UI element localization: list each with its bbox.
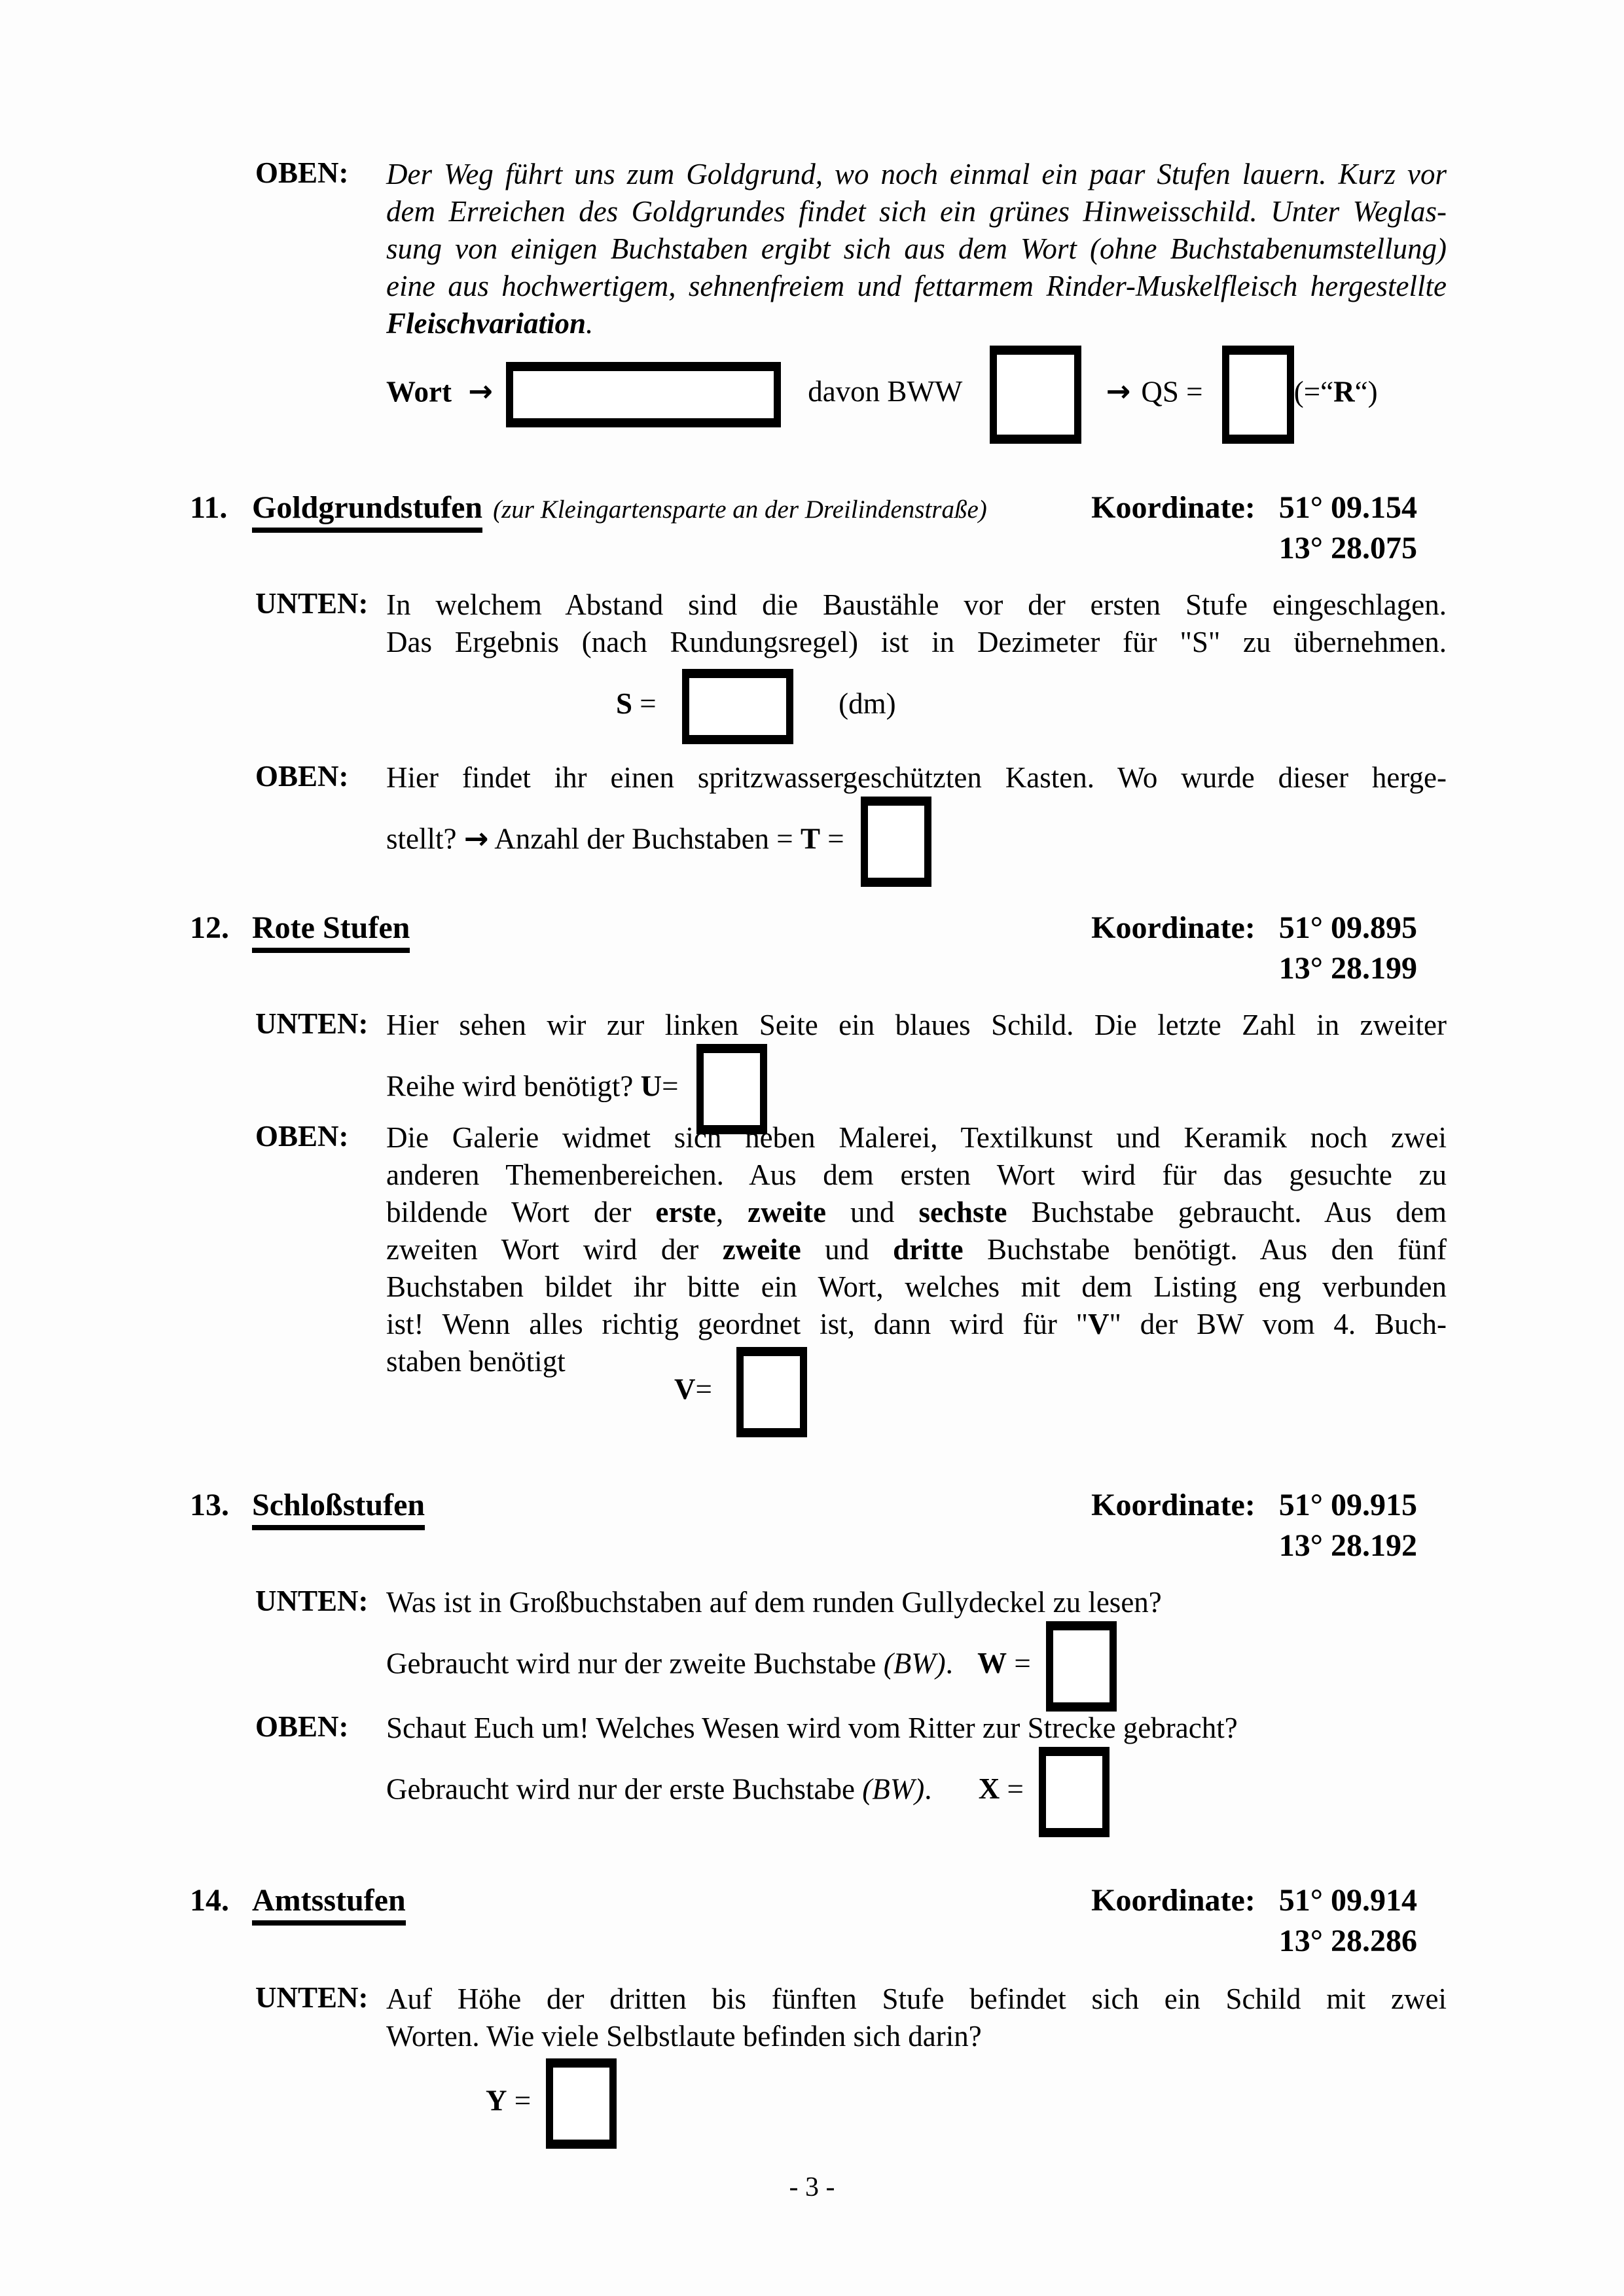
bold-word: zweite [748,1196,826,1229]
text-segment: und [826,1196,919,1229]
r-annotation-open: (=“ [1293,375,1334,408]
section-11-number: 11. [190,490,228,525]
oben-label: OBEN: [255,1120,349,1153]
coordinate-lat: 51° 09.915 [1278,1488,1417,1522]
section-13-coordinate-lon: 13° 28.192 [1278,1528,1417,1563]
wort-label: Wort [386,375,452,408]
text-segment: und [801,1233,893,1266]
section-14-number: 14. [190,1883,229,1918]
variable-y: Y [486,2084,507,2117]
section-14-unten-line-1: Auf Höhe der dritten bis fünften Stufe befindet sich ein Schild mit zwei [386,1982,1447,2015]
section-13-oben-line-1: Schaut Euch um! Welches Wesen wird vom Ritter zur Strecke gebracht? [386,1712,1238,1744]
section-11-unten-line-1: In welchem Abstand sind die Baustähle vor der ersten Stufe eingeschlagen. [386,588,1447,621]
variable-x: X [978,1772,1000,1806]
section-13-unten-line-1: Was ist in Großbuchstaben auf dem runden Gullydeckel zu lesen? [386,1586,1162,1619]
section-12-unten [255,1007,1447,1134]
s-answer-row [616,669,896,744]
text-segment: Buchstabe gebraucht. Aus dem [1007,1196,1447,1229]
r-annotation-close: “) [1354,375,1378,408]
section-11-unten-line-2: Das Ergebnis (nach Rundungsregel) ist in Dezimeter für "S" zu übernehmen. [386,626,1447,658]
s-equals: = [632,687,657,720]
arrow-right-icon: → [463,821,489,856]
intro-line-4: eine aus hochwertigem, sehnenfreiem und fettarmem Rinder-Muskelfleisch hergestellte [386,270,1447,302]
section-12-oben-line-5: Buchstaben bildet ihr bitte ein Wort, welches mit dem Listing eng verbunden [386,1270,1447,1303]
wort-answer-box[interactable] [506,362,781,427]
section-11-oben-line-2 [386,797,1447,887]
variable-v: V [674,1372,696,1406]
text-segment: " der BW vom 4. Buch- [1109,1308,1447,1340]
section-12-oben-line-1: Die Galerie widmet sich neben Malerei, Textilkunst und Keramik noch zwei [386,1121,1447,1154]
coordinate-lat: 51° 09.154 [1278,490,1417,525]
bold-word: V [1088,1308,1110,1340]
x-equals: = [1000,1772,1032,1806]
wort-formula-row [386,346,1378,444]
section-13-coordinate [1091,1487,1417,1523]
unten-label: UNTEN: [255,1981,369,2014]
section-11-oben [255,759,1447,887]
coordinate-label: Koordinate: [1091,910,1255,945]
section-14-unten-line-2: Worten. Wie viele Selbstlaute befinden sich darin? [386,2020,982,2053]
section-11-title: Goldgrundstufen [252,490,482,533]
coordinate-lat: 51° 09.895 [1278,910,1417,945]
section-12-oben-line-2: anderen Themenbereichen. Aus dem ersten Wort wird für das gesuchte zu [386,1158,1447,1191]
intro-line-5-end: . [586,307,594,340]
section-11-heading [190,490,1417,533]
unten-label: UNTEN: [255,1007,369,1040]
variable-s: S [616,687,633,720]
arrow-right-icon: → [468,374,493,409]
text-segment: . [924,1772,939,1806]
oben-label: OBEN: [255,1710,349,1743]
coordinate-label: Koordinate: [1091,490,1255,525]
answer-box-t[interactable] [861,797,931,887]
unten-label: UNTEN: [255,587,369,620]
unten-line-2-text: Reihe wird benötigt? [386,1069,641,1103]
y-answer-row [486,2058,617,2149]
section-12-oben-line-3 [386,1194,1447,1231]
section-11-subtitle: (zur Kleingartensparte an der Dreilindenstraße) [493,495,987,524]
bold-word: erste [655,1196,716,1229]
section-13-number: 13. [190,1488,229,1522]
davon-bww-label: davon BWW [808,375,963,408]
qs-answer-box[interactable] [1222,346,1294,444]
section-12-coordinate [1091,910,1417,946]
u-equals: = [662,1069,679,1103]
oben-line-2-text-b: Anzahl der Buchstaben = [488,822,801,855]
section-11-unten [255,586,1447,661]
section-14-heading [190,1882,1417,1926]
coordinate-lat: 51° 09.914 [1278,1883,1417,1918]
coordinate-label: Koordinate: [1091,1883,1255,1918]
section-13-heading [190,1487,1417,1530]
t-equals: = [820,822,852,855]
bw-abbrev: (BW) [883,1647,946,1680]
bold-word: dritte [893,1233,964,1266]
intro-keyword: Fleischvariation [386,307,586,340]
bold-word: zweite [722,1233,801,1266]
oben-label: OBEN: [255,760,349,793]
intro-oben-label: OBEN: [255,156,349,189]
section-14-coordinate [1091,1882,1417,1918]
answer-box-v[interactable] [736,1347,807,1437]
intro-line-2: dem Erreichen des Goldgrundes findet sich ein grünes Hinweisschild. Unter Weglas- [386,195,1447,228]
answer-box-s[interactable] [682,669,793,744]
text-segment: zweiten Wort wird der [386,1233,723,1266]
intro-line-1: Der Weg führt uns zum Goldgrund, wo noch einmal ein paar Stufen lauern. Kurz vor [386,158,1447,190]
section-12-heading [190,910,1417,953]
unten-label: UNTEN: [255,1585,369,1617]
r-annotation [1294,375,1378,408]
bold-word: sechste [918,1196,1007,1229]
section-12-oben-line-4 [386,1231,1447,1268]
variable-w: W [977,1647,1007,1680]
coordinate-label: Koordinate: [1091,1488,1255,1522]
text-segment: ist! Wenn alles richtig geordnet ist, dann wird für " [386,1308,1089,1340]
y-equals: = [507,2084,539,2117]
section-13-title: Schloßstufen [252,1487,425,1530]
section-13-unten-line-2 [386,1621,1447,1712]
section-14-unten [255,1981,1447,2055]
v-equals: = [695,1372,712,1406]
w-equals: = [1007,1647,1039,1680]
section-11-coordinate-lon: 13° 28.075 [1278,531,1417,565]
section-12-unten-line-1: Hier sehen wir zur linken Seite ein blaues Schild. Die letzte Zahl in zweiter [386,1009,1447,1041]
section-14-title: Amtsstufen [252,1882,406,1926]
section-11-oben-line-1: Hier findet ihr einen spritzwassergeschützten Kasten. Wo wurde dieser herge- [386,761,1447,794]
text-segment: Gebraucht wird nur der zweite Buchstabe [386,1647,884,1680]
intro-line-5 [386,305,1447,342]
section-13-oben [255,1710,1447,1837]
section-12-title: Rote Stufen [252,910,410,953]
text-segment: Gebraucht wird nur der erste Buchstabe [386,1772,863,1806]
intro-block [255,156,1447,342]
oben-line-2-text: stellt? [386,822,464,855]
section-12-oben-line-7: staben benötigt [386,1345,566,1378]
section-11-coordinate [1091,490,1417,526]
intro-paragraph [386,156,1447,342]
answer-box-y[interactable] [546,2058,617,2149]
bww-answer-box[interactable] [990,346,1081,444]
text-segment: . [945,1647,961,1680]
s-unit-label: (dm) [839,687,896,720]
v-answer-row [674,1347,807,1437]
intro-line-3: sung von einigen Buchstaben ergibt sich aus dem Wort (ohne Buchstabenumstellung) [386,232,1447,265]
page-number: - 3 - [789,2172,835,2202]
answer-box-w[interactable] [1046,1621,1117,1712]
r-annotation-letter: R [1333,375,1355,408]
section-13-oben-line-2 [386,1747,1447,1837]
bw-abbrev: (BW) [862,1772,925,1806]
answer-box-x[interactable] [1039,1747,1110,1837]
variable-u: U [640,1069,662,1103]
variable-t: T [800,822,820,855]
text-segment: Buchstabe benötigt. Aus den fünf [963,1233,1447,1266]
section-12-number: 12. [190,910,229,945]
section-14-coordinate-lon: 13° 28.286 [1278,1924,1417,1958]
section-12-oben [255,1119,1447,1380]
text-segment: , [715,1196,748,1229]
arrow-right-icon: → [1106,374,1131,409]
section-12-oben-line-6 [386,1306,1447,1343]
qs-label: QS = [1141,375,1203,408]
section-12-coordinate-lon: 13° 28.199 [1278,951,1417,986]
section-13-unten [255,1584,1447,1712]
text-segment: bildende Wort der [386,1196,656,1229]
